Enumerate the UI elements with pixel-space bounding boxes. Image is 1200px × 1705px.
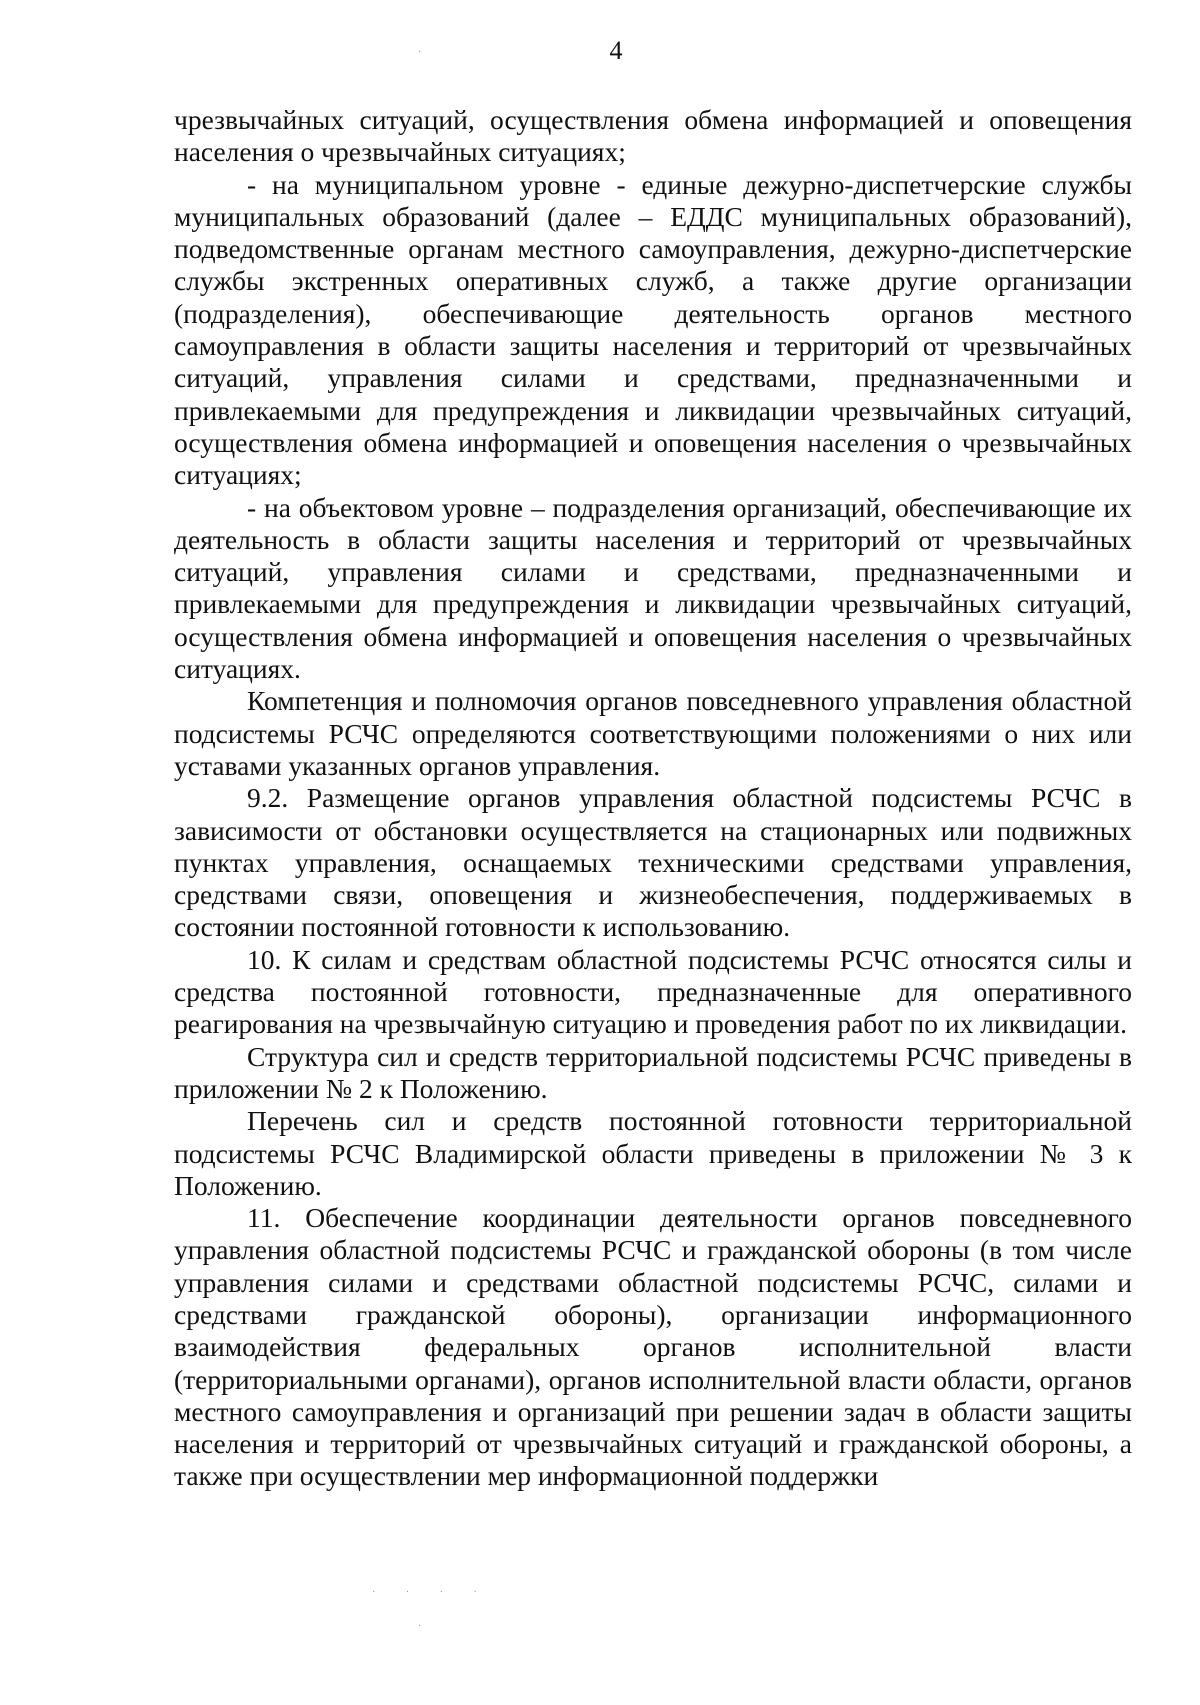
paragraph: 11. Обеспечение координации деятельности органов повседневного управления областной подсистемы РСЧС и гражданской обороны (в том числе управления силами и средствами областной подсистемы РСЧС, силами и средствами гражданской обороны), организации информационного взаимодействия федеральных органов исполнительной власти (территориальными органами), органов исполнительной власти области, органов местного самоуправления и организаций при решении задач в области защиты населения и территорий от чрезвычайных ситуаций и гражданской обороны, а также при осуществлении мер информационной поддержки [174,1202,1132,1492]
scan-speck: · · · · [372,1587,491,1598]
paragraph: 9.2. Размещение органов управления областной подсистемы РСЧС в зависимости от обстановки осуществляется на стационарных или подвижных пунктах управления, оснащаемых техническими средствами управления, средствами связи, оповещения и жизнеобеспечения, поддерживаемых в состоянии постоянной готовности к использованию. [174,782,1132,943]
paragraph: Структура сил и средств территориальной подсистемы РСЧС приведены в приложении № 2 к Положению. [174,1040,1132,1104]
paragraph: чрезвычайных ситуаций, осуществления обмена информацией и оповещения населения о чрезвычайных ситуациях; [174,104,1132,168]
document-body [174,104,1132,1493]
scan-speck: · [418,47,436,58]
page-number: 4 [609,36,623,65]
paragraph: - на объектовом уровне – подразделения организаций, обеспечивающие их деятельность в области защиты населения и территорий от чрезвычайных ситуаций, управления силами и средствами, предназначенными и привлекаемыми для предупреждения и ликвидации чрезвычайных ситуаций, осуществления обмена информацией и оповещения населения о чрезвычайных ситуациях. [174,491,1132,685]
paragraph: Компетенция и полномочия органов повседневного управления областной подсистемы РСЧС определяются соответствующими положениями о них или уставами указанных органов управления. [174,685,1132,781]
paragraph: - на муниципальном уровне - единые дежурно-диспетчерские службы муниципальных образований (далее – ЕДДС муниципальных образований), подведомственные органам местного самоуправления, дежурно-диспетчерские службы экстренных оперативных служб, а также другие организации (подразделения), обеспечивающие деятельность органов местного самоуправления в области защиты населения и территорий от чрезвычайных ситуаций, управления силами и средствами, предназначенными и привлекаемыми для предупреждения и ликвидации чрезвычайных ситуаций, осуществления обмена информацией и оповещения населения о чрезвычайных ситуациях; [174,168,1132,491]
paragraph: 10. К силам и средствам областной подсистемы РСЧС относятся силы и средства постоянной готовности, предназначенные для оперативного реагирования на чрезвычайную ситуацию и проведения работ по их ликвидации. [174,943,1132,1040]
paragraph: Перечень сил и средств постоянной готовности территориальной подсистемы РСЧС Владимирской области приведены в приложении № 3 к Положению. [174,1105,1132,1201]
scan-speck: · [418,1621,436,1632]
